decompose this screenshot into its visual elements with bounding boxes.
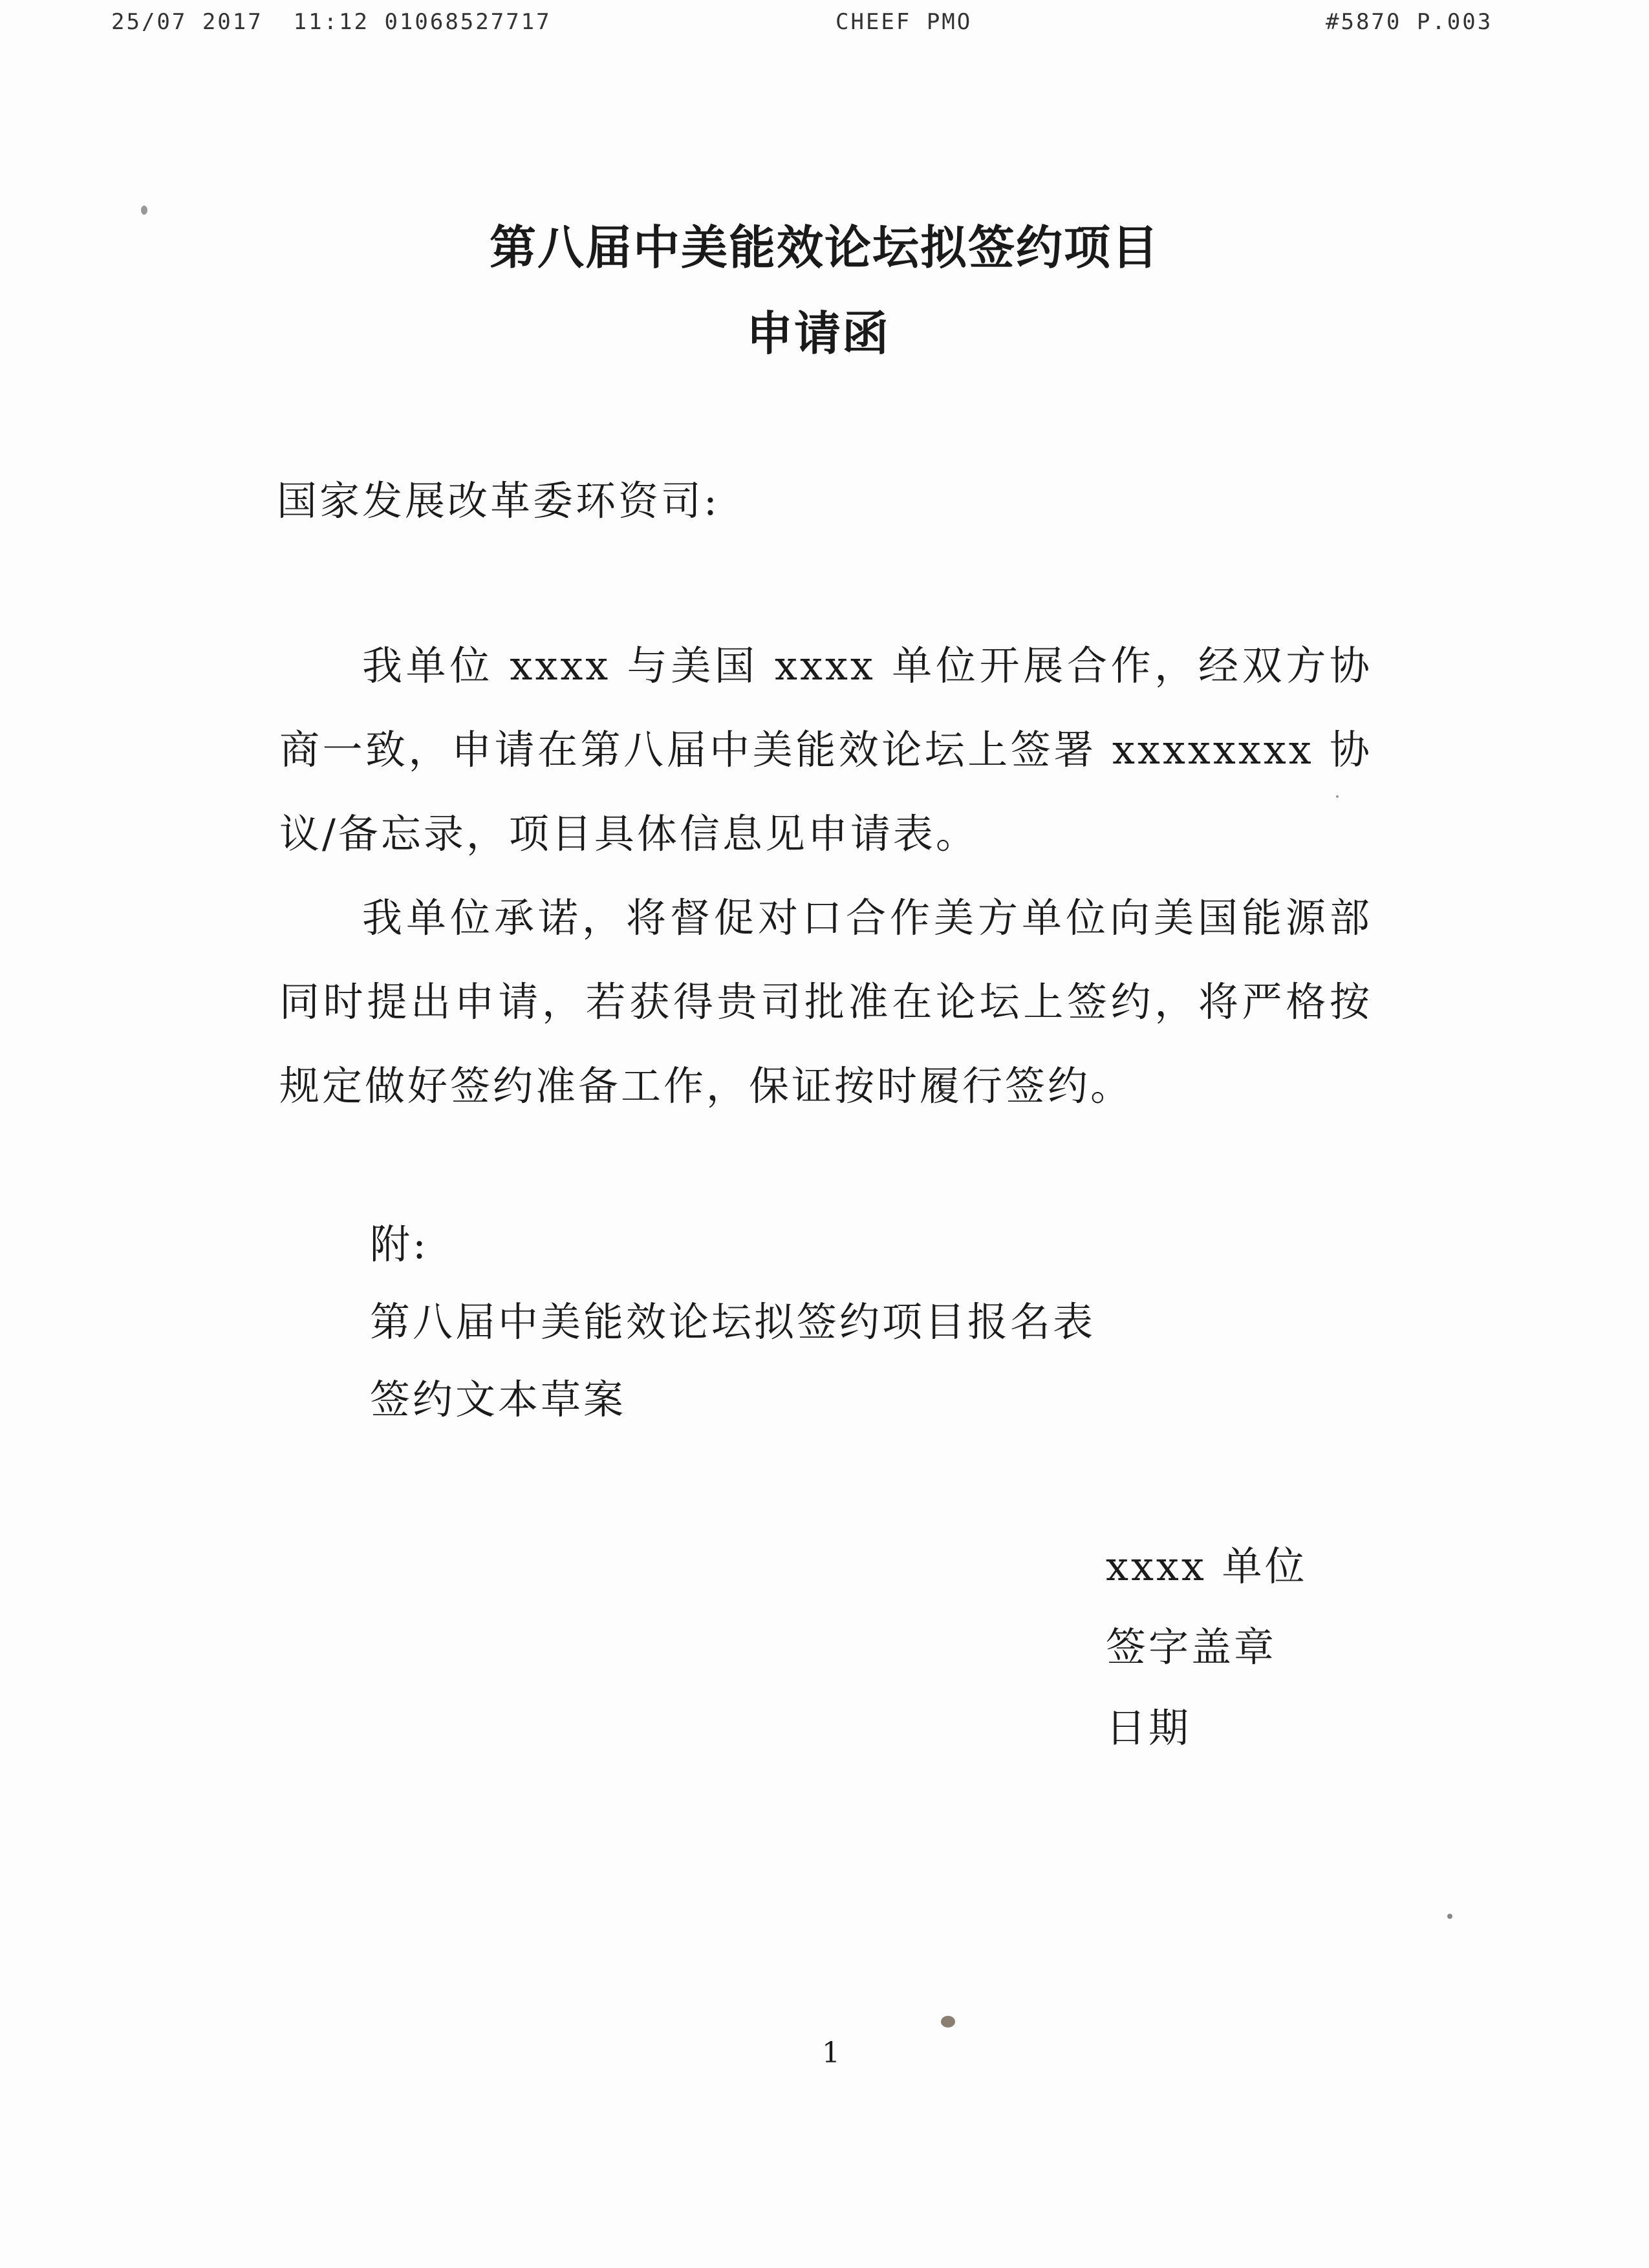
attachment-item-1: 第八届中美能效论坛拟签约项目报名表: [370, 1298, 1096, 1345]
scan-speck: [1447, 1914, 1452, 1919]
document-subtitle: 申请函: [746, 306, 890, 361]
page-number: 1: [822, 2037, 840, 2070]
fax-page-id: #5870 P.003: [1326, 9, 1493, 35]
fax-header: [0, 9, 1649, 41]
signature-seal: 签字盖章: [1106, 1623, 1277, 1671]
scan-speck: [1336, 795, 1339, 798]
scan-speck: [141, 206, 147, 215]
scan-speck: [941, 2016, 955, 2027]
signature-date: 日期: [1106, 1704, 1192, 1751]
letter-body: [279, 624, 1372, 1128]
signature-block: [1106, 1526, 1308, 1768]
attachments-label: 附:: [370, 1221, 429, 1268]
attachment-item-2: 签约文本草案: [370, 1376, 627, 1423]
body-paragraph-1: 我单位 xxxx 与美国 xxxx 单位开展合作，经双方协商一致，申请在第八届中美能效论坛上签署 xxxxxxxx 协议/备忘录，项目具体信息见申请表。: [279, 642, 1372, 857]
attachments-section: [370, 1206, 1095, 1439]
document-title: 第八届中美能效论坛拟签约项目: [489, 220, 1159, 275]
signature-unit: xxxx 单位: [1106, 1543, 1308, 1590]
body-paragraph-2: 我单位承诺，将督促对口合作美方单位向美国能源部同时提出申请，若获得贵司批准在论坛上签约，将严格按规定做好签约准备工作，保证按时履行签约。: [279, 894, 1372, 1109]
fax-sender: CHEEF PMO: [835, 9, 973, 35]
salutation: 国家发展改革委环资司:: [277, 477, 720, 524]
fax-timestamp-number: 25/07 2017 11:12 01068527717: [111, 9, 552, 35]
